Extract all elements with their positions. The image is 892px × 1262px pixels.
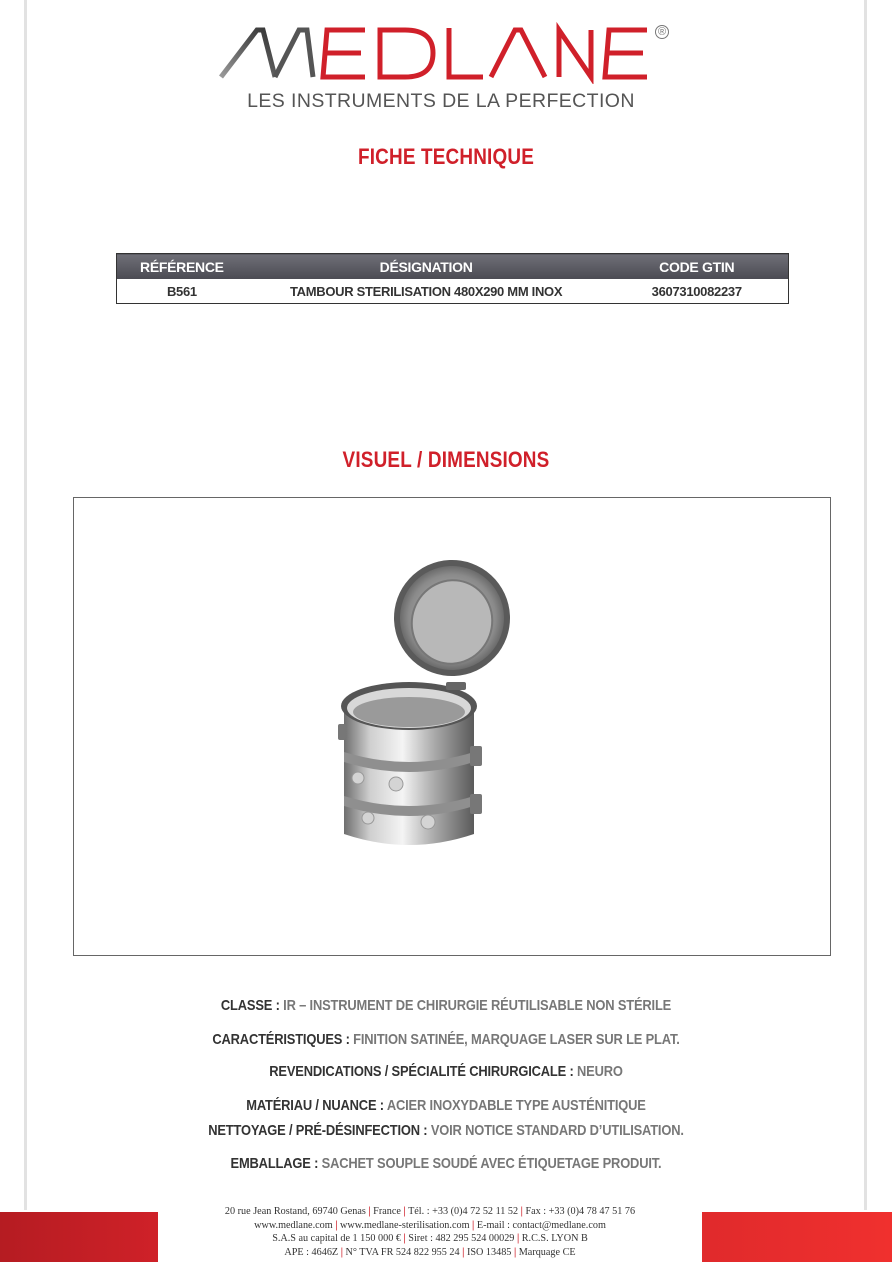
registered-mark: ® <box>655 25 669 39</box>
table-header-row <box>117 254 789 280</box>
spec-specialite-value: NEURO <box>576 1063 623 1080</box>
footer-address: 20 rue Jean Rostand, 69740 Genas <box>224 1206 366 1217</box>
footer-red-bar-right <box>702 1212 892 1262</box>
cell-designation: TAMBOUR STERILISATION 480X290 MM INOX <box>289 283 563 299</box>
spec-caracteristiques-key: CARACTÉRISTIQUES : <box>212 1031 354 1048</box>
visuel-dimensions-title: VISUEL / DIMENSIONS <box>342 447 550 472</box>
footer-separator: | <box>520 1206 523 1217</box>
footer-sterilisation-website-link[interactable]: www.medlane-sterilisation.com <box>340 1219 470 1231</box>
footer-ce-marking: Marquage CE <box>518 1246 576 1258</box>
footer-email-link[interactable]: E-mail : contact@medlane.com <box>476 1219 606 1231</box>
spec-caracteristiques-value: FINITION SATINÉE, MARQUAGE LASER SUR LE PLAT. <box>353 1031 680 1048</box>
right-border-rule <box>864 0 867 1210</box>
spec-emballage-value: SACHET SOUPLE SOUDÉ AVEC ÉTIQUETAGE PRODUIT. <box>321 1155 662 1172</box>
fiche-technique-title: FICHE TECHNIQUE <box>357 144 535 169</box>
spec-nettoyage-key: NETTOYAGE / PRÉ-DÉSINFECTION : <box>208 1122 431 1139</box>
spec-nettoyage-value: VOIR NOTICE STANDARD D’UTILISATION. <box>430 1122 684 1139</box>
footer-line-web <box>160 1219 700 1233</box>
spec-specialite <box>62 1063 829 1080</box>
footer-separator: | <box>335 1219 338 1231</box>
footer-line-certifications <box>160 1246 700 1260</box>
header-code-gtin: CODE GTIN <box>605 254 788 280</box>
spec-caracteristiques <box>62 1031 829 1048</box>
brand-tagline: LES INSTRUMENTS DE LA PERFECTION <box>247 90 635 112</box>
cell-reference: B561 <box>166 283 197 299</box>
footer-red-bar-left <box>0 1212 158 1262</box>
footer-separator: | <box>516 1233 520 1244</box>
left-border-rule <box>24 0 27 1210</box>
footer-separator: | <box>472 1219 475 1231</box>
footer-fax: Fax : +33 (0)4 78 47 51 76 <box>525 1206 636 1217</box>
footer-tva: N° TVA FR 524 822 955 24 <box>345 1246 460 1258</box>
footer-website-link[interactable]: www.medlane.com <box>254 1219 333 1231</box>
footer-line-legal <box>160 1232 700 1246</box>
footer-company-info <box>160 1205 700 1259</box>
sterilization-drum-image <box>334 556 554 856</box>
spec-emballage <box>62 1155 829 1172</box>
spec-materiau <box>62 1097 829 1114</box>
footer-rcs: R.C.S. LYON B <box>521 1233 588 1244</box>
medlane-logo <box>215 22 685 117</box>
footer-capital: S.A.S au capital de 1 150 000 € <box>272 1233 401 1244</box>
reference-table <box>116 253 789 304</box>
product-visual-frame <box>73 497 831 956</box>
footer-separator: | <box>368 1206 371 1217</box>
spec-materiau-value: ACIER INOXYDABLE TYPE AUSTÉNITIQUE <box>386 1097 646 1114</box>
cell-code-gtin: 3607310082237 <box>651 283 742 299</box>
spec-specialite-key: REVENDICATIONS / SPÉCIALITÉ CHIRURGICALE : <box>269 1063 577 1080</box>
spec-classe-key: CLASSE : <box>220 997 284 1014</box>
spec-materiau-key: MATÉRIAU / NUANCE : <box>246 1097 387 1114</box>
medlane-wordmark-logo <box>215 22 655 84</box>
footer-separator: | <box>403 1233 406 1244</box>
header-reference: RÉFÉRENCE <box>117 254 247 280</box>
footer-iso: ISO 13485 <box>466 1246 512 1258</box>
footer-country: France <box>373 1206 401 1217</box>
footer-line-address <box>160 1205 700 1219</box>
footer-separator: | <box>340 1246 343 1258</box>
spec-classe-value: IR – INSTRUMENT DE CHIRURGIE RÉUTILISABLE NON STÉRILE <box>283 997 672 1014</box>
footer-siret: Siret : 482 295 524 00029 <box>408 1233 515 1244</box>
footer-separator: | <box>462 1246 465 1258</box>
spec-classe <box>62 997 829 1014</box>
spec-nettoyage <box>62 1122 829 1139</box>
footer-ape: APE : 4646Z <box>284 1246 339 1258</box>
footer-phone: Tél. : +33 (0)4 72 52 11 52 <box>408 1206 519 1217</box>
footer-separator: | <box>403 1206 406 1217</box>
header-designation: DÉSIGNATION <box>247 254 606 280</box>
spec-emballage-key: EMBALLAGE : <box>230 1155 322 1172</box>
footer-separator: | <box>513 1246 517 1258</box>
table-row <box>117 279 789 304</box>
